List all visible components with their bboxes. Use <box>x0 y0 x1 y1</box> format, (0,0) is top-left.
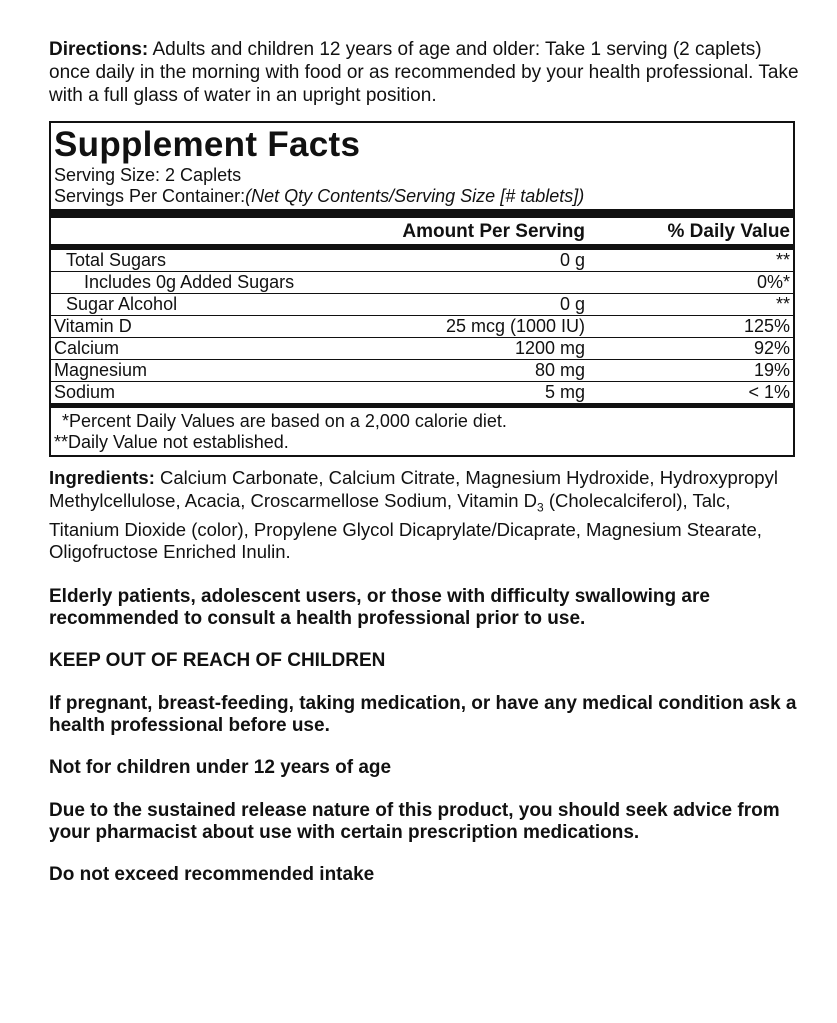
nutrient-dv: 0%* <box>756 272 790 292</box>
serving-size: Serving Size: 2 Caplets <box>54 165 242 185</box>
nutrient-amount: 0 g <box>559 250 585 270</box>
ingredients <box>49 467 799 564</box>
thick-divider <box>51 209 793 218</box>
nutrient-dv: 19% <box>753 360 790 380</box>
table-row <box>51 293 793 315</box>
nutrient-amount: 1200 mg <box>514 338 585 358</box>
nutrient-amount: 5 mg <box>544 382 585 402</box>
nutrient-dv: < 1% <box>748 382 790 402</box>
table-row <box>51 359 793 381</box>
nutrient-name: Total Sugars <box>66 250 167 270</box>
directions <box>49 38 799 107</box>
footnote-dv-not-established: **Daily Value not established. <box>54 432 289 452</box>
warning-sustained-release: Due to the sustained release nature of this product, you should seek advice from your pharmacist about use with certain prescription medications. <box>49 799 780 843</box>
table-row <box>51 271 793 293</box>
nutrient-amount <box>365 272 585 293</box>
nutrient-amount: 0 g <box>559 294 585 314</box>
nutrient-name: Sugar Alcohol <box>66 294 178 314</box>
nutrient-dv: 92% <box>753 338 790 358</box>
servings-per-container-value: (Net Qty Contents/Serving Size [# tablets]) <box>245 186 585 206</box>
ingredients-text-a: Calcium Carbonate, Calcium Citrate, Magnesium Hydroxide, Hydroxypropyl Methylcellulose, Acacia, Croscarmellose Sodium, Vitamin D <box>49 467 778 511</box>
supplement-facts-title: Supplement Facts <box>54 125 361 164</box>
nutrient-dv: ** <box>775 294 790 314</box>
header-daily-value: % Daily Value <box>667 221 790 242</box>
warning-pregnant: If pregnant, breast-feeding, taking medication, or have any medical condition ask a health professional before use. <box>49 692 797 736</box>
warning-do-not-exceed: Do not exceed recommended intake <box>49 863 375 885</box>
ingredients-label: Ingredients: <box>49 467 155 488</box>
servings-per-container-label: Servings Per Container: <box>54 186 246 206</box>
header-amount-per-serving: Amount Per Serving <box>402 221 585 242</box>
table-row <box>51 249 793 271</box>
directions-text: Adults and children 12 years of age and older: Take 1 serving (2 caplets) once daily in the morning with food or as recommended by your health professional. Take with a full glass of water in an upright position. <box>49 39 799 106</box>
warning-children-under-12: Not for children under 12 years of age <box>49 756 392 778</box>
servings-per-container <box>54 186 790 207</box>
nutrient-amount: 80 mg <box>534 360 585 380</box>
nutrient-name: Sodium <box>54 382 116 402</box>
table-row <box>51 315 793 337</box>
label-page <box>49 38 799 886</box>
warning-keep-out-of-reach: KEEP OUT OF REACH OF CHILDREN <box>49 649 386 671</box>
facts-footnotes <box>54 408 790 455</box>
directions-label: Directions: <box>49 39 149 60</box>
table-row <box>51 337 793 359</box>
nutrient-name: Vitamin D <box>54 316 132 336</box>
ingredients-text-b: (Cholecalciferol), Talc, Titanium Dioxide (color), Propylene Glycol Dicaprylate/Dicaprate, Magnesium Stearate, Oligofructose Enriched Inulin. <box>49 489 762 563</box>
nutrient-name: Calcium <box>54 338 120 358</box>
nutrient-dv: 125% <box>743 316 790 336</box>
footnote-percent-dv: *Percent Daily Values are based on a 2,000 calorie diet. <box>62 411 507 431</box>
nutrient-dv: ** <box>775 250 790 270</box>
table-row <box>51 381 793 403</box>
warning-elderly: Elderly patients, adolescent users, or those with difficulty swallowing are recommended to consult a health professional prior to use. <box>49 585 710 629</box>
facts-header-row <box>54 218 790 244</box>
nutrient-name: Magnesium <box>54 360 148 380</box>
nutrient-amount: 25 mcg (1000 IU) <box>445 316 585 336</box>
supplement-facts-panel <box>49 121 795 457</box>
nutrient-name: Includes 0g Added Sugars <box>84 272 295 292</box>
ingredients-subscript: 3 <box>537 500 544 515</box>
